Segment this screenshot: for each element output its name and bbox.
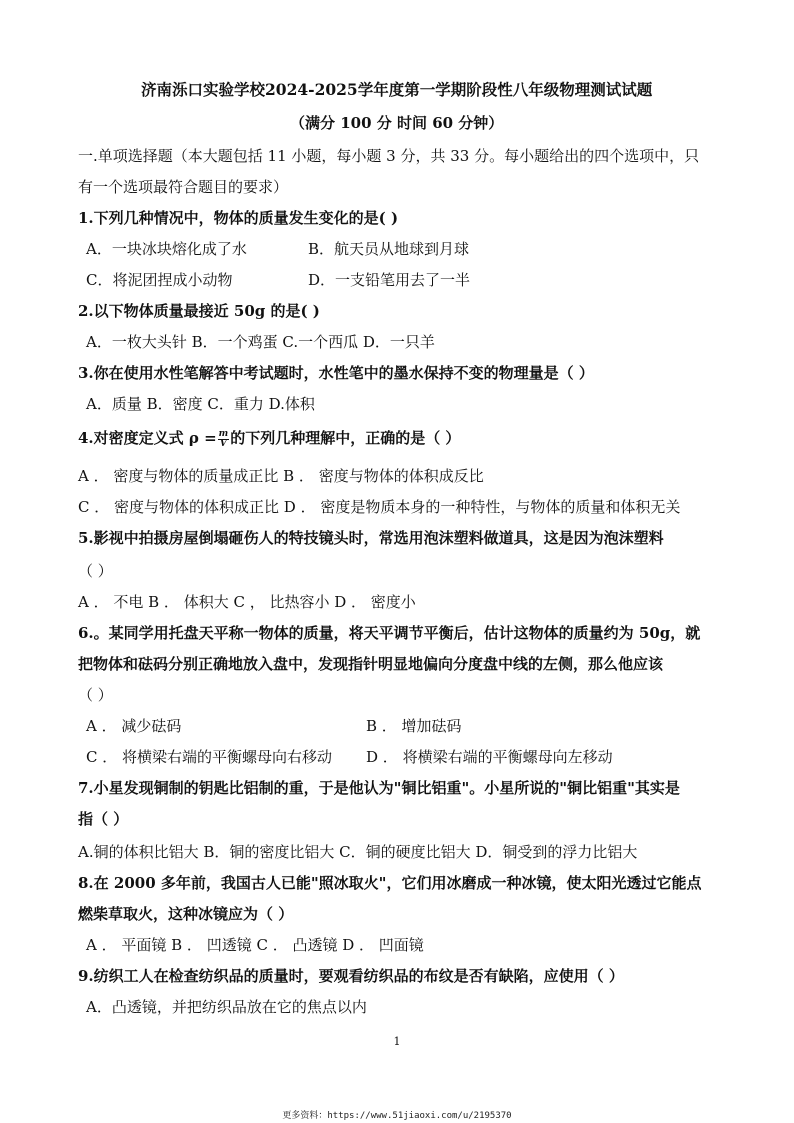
question-7-stem-line2: 指（ ） — [78, 810, 129, 828]
question-4-stem-post: 的下列几种理解中，正确的是（ ） — [230, 429, 461, 447]
question-6-option-b: B ． 增加砝码 — [366, 717, 462, 735]
question-4-stem — [78, 428, 460, 449]
question-4-options-cd: C ． 密度与物体的体积成正比 D ． 密度是物质本身的一种特性，与物体的质量和体积无关 — [78, 498, 681, 516]
section-heading-line1: 一.单项选择题（本大题包括 11 小题，每小题 3 分，共 33 分。每小题给出的四个选项中，只 — [78, 147, 700, 165]
question-6-option-d: D ． 将横梁右端的平衡螺母向左移动 — [366, 748, 613, 766]
question-9-option-a: A．凸透镜，并把纺织品放在它的焦点以内 — [86, 998, 367, 1016]
question-6-option-c: C ． 将横梁右端的平衡螺母向右移动 — [86, 748, 333, 766]
question-8-stem-line1: 8.在 2000 多年前，我国古人已能"照冰取火"，它们用冰磨成一种冰镜，使太阳光透过它能点 — [78, 874, 702, 892]
question-5-options: A ． 不电 B ． 体积大 C ， 比热容小 D ． 密度小 — [78, 593, 416, 611]
question-1-option-b: B．航天员从地球到月球 — [308, 240, 470, 258]
question-6-stem-line3: （ ） — [78, 686, 113, 704]
question-1-option-c: C．将泥团捏成小动物 — [86, 271, 233, 289]
question-4-options-ab: A ． 密度与物体的质量成正比 B ． 密度与物体的体积成反比 — [78, 467, 484, 485]
density-formula-fraction — [218, 430, 230, 449]
question-8-options: A ． 平面镜 B ． 凹透镜 C ． 凸透镜 D ． 凹面镜 — [86, 936, 424, 954]
question-2-stem: 2.以下物体质量最接近 50g 的是( ) — [78, 302, 320, 320]
fraction-denominator: V — [219, 438, 227, 449]
section-heading-line2: 有一个选项最符合题目的要求） — [78, 178, 289, 196]
question-3-stem: 3.你在使用水性笔解答中考试题时，水性笔中的墨水保持不变的物理量是（ ） — [78, 364, 594, 382]
exam-title: 济南泺口实验学校2024-2025学年度第一学期阶段性八年级物理测试试题 — [141, 80, 653, 99]
question-5-stem-line1: 5.影视中拍摄房屋倒塌砸伤人的特技镜头时，常选用泡沫塑料做道具，这是因为泡沫塑料 — [78, 529, 664, 547]
question-1-stem: 1.下列几种情况中，物体的质量发生变化的是( ) — [78, 209, 399, 227]
question-7-stem-line1: 7.小星发现铜制的钥匙比铝制的重，于是他认为"铜比铝重"。小星所说的"铜比铝重"其实是 — [78, 779, 680, 797]
question-4-stem-pre: 4.对密度定义式 ρ = — [78, 429, 217, 447]
question-1-option-d: D．一支铅笔用去了一半 — [308, 271, 471, 289]
question-1-option-a: A．一块冰块熔化成了水 — [86, 240, 247, 258]
question-7-options: A.铜的体积比铝大 B．铜的密度比铝大 C．铜的硬度比铝大 D．铜受到的浮力比铝大 — [78, 843, 638, 861]
question-2-options: A．一枚大头针 B．一个鸡蛋 C.一个西瓜 D．一只羊 — [86, 333, 435, 351]
question-5-stem-line2: （ ） — [78, 562, 113, 580]
question-6-stem-line2: 把物体和砝码分别正确地放入盘中，发现指针明显地偏向分度盘中线的左侧，那么他应该 — [78, 655, 664, 673]
footer-more-resources: 更多资料：https://www.51jiaoxi.com/u/2195370 — [282, 1111, 512, 1121]
question-6-stem-line1: 6.。某同学用托盘天平称一物体的质量，将天平调节平衡后，估计这物体的质量约为 50g，就 — [78, 624, 701, 642]
question-8-stem-line2: 燃柴草取火，这种冰镜应为（ ） — [78, 905, 294, 923]
page-number: 1 — [393, 1035, 401, 1048]
question-3-options: A．质量 B．密度 C．重力 D.体积 — [86, 395, 315, 413]
question-9-stem: 9.纺织工人在检查纺织品的质量时，要观看纺织品的布纹是否有缺陷，应使用（ ） — [78, 967, 624, 985]
exam-subtitle: （满分 100 分 时间 60 分钟） — [290, 114, 504, 132]
question-6-option-a: A ． 减少砝码 — [86, 717, 182, 735]
fraction-numerator: m — [218, 428, 229, 439]
